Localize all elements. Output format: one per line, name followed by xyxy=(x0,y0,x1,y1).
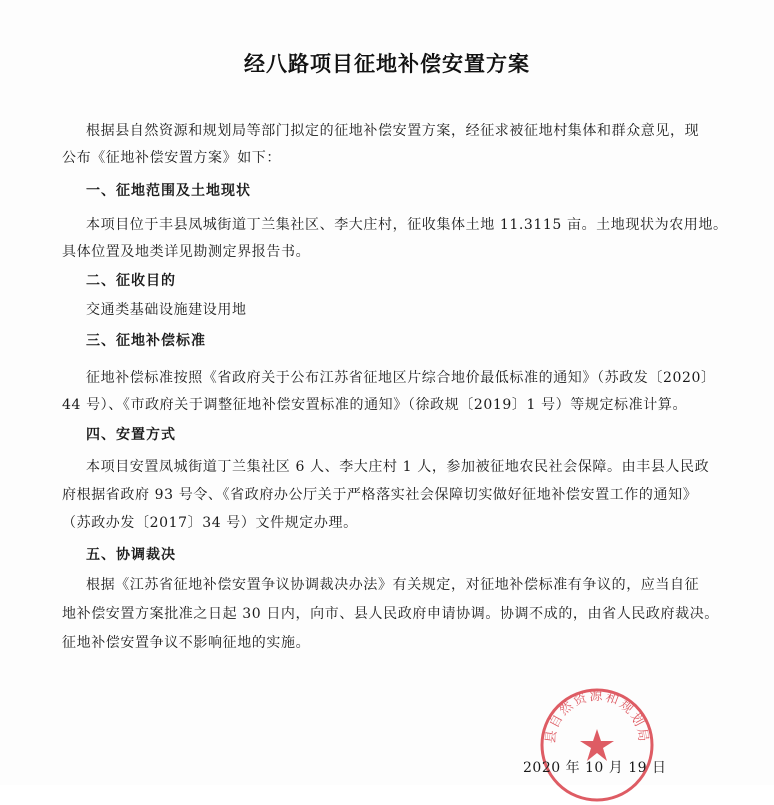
section-standard-line-1: 征地补偿标准按照《省政府关于公布江苏省征地区片综合地价最低标准的通知》（苏政发〔2020〕 xyxy=(86,370,716,386)
section-purpose-line-1: 交通类基础设施建设用地 xyxy=(86,302,247,318)
section-arbitration-line-1: 根据《江苏省征地补偿安置争议协调裁决办法》有关规定，对征地补偿标准有争议的，应当自征 xyxy=(86,577,700,593)
section-resettlement-line-1: 本项目安置凤城街道丁兰集社区 6 人、李大庄村 1 人，参加被征地农民社会保障。由丰县人民政 xyxy=(86,459,710,475)
section-resettlement-line-2: 府根据省政府 93 号令、《省政府办公厅关于严格落实社会保障切实做好征地补偿安置工作的通知》 xyxy=(62,487,698,503)
section-standard-line-2: 44 号）、《市政府关于调整征地补偿安置标准的通知》（徐政规〔2019〕1 号）等规定标准计算。 xyxy=(62,397,688,413)
seal-text: 县自然资源和规划局 xyxy=(543,689,651,745)
section-arbitration-line-3: 征地补偿安置争议不影响征地的实施。 xyxy=(62,635,311,651)
section-scope-line-2: 具体位置及地类详见勘测定界报告书。 xyxy=(62,244,311,260)
section-heading-standard: 三、征地补偿标准 xyxy=(86,333,206,349)
intro-line-1: 根据县自然资源和规划局等部门拟定的征地补偿安置方案，经征求被征地村集体和群众意见，现 xyxy=(86,123,700,139)
section-scope-line-1: 本项目位于丰县凤城街道丁兰集社区、李大庄村，征收集体土地 11.3115 亩。土地现状为农用地。 xyxy=(86,217,728,233)
section-heading-arbitration: 五、协调裁决 xyxy=(86,547,176,563)
intro-line-2: 公布《征地补偿安置方案》如下： xyxy=(62,150,281,166)
section-heading-scope: 一、征地范围及土地现状 xyxy=(86,183,251,199)
section-arbitration-line-2: 地补偿安置方案批准之日起 30 日内，向市、县人民政府申请协调。协调不成的，由省人民政府裁决。 xyxy=(62,606,719,622)
document-date: 2020 年 10 月 19 日 xyxy=(523,760,667,776)
document-title: 经八路项目征地补偿安置方案 xyxy=(244,52,530,76)
section-heading-purpose: 二、征收目的 xyxy=(86,273,176,289)
official-seal-stamp xyxy=(537,685,657,805)
seal-star-icon xyxy=(580,729,614,761)
section-heading-resettlement: 四、安置方式 xyxy=(86,427,176,443)
section-resettlement-line-3: （苏政办发〔2017〕34 号）文件规定办理。 xyxy=(62,515,358,531)
